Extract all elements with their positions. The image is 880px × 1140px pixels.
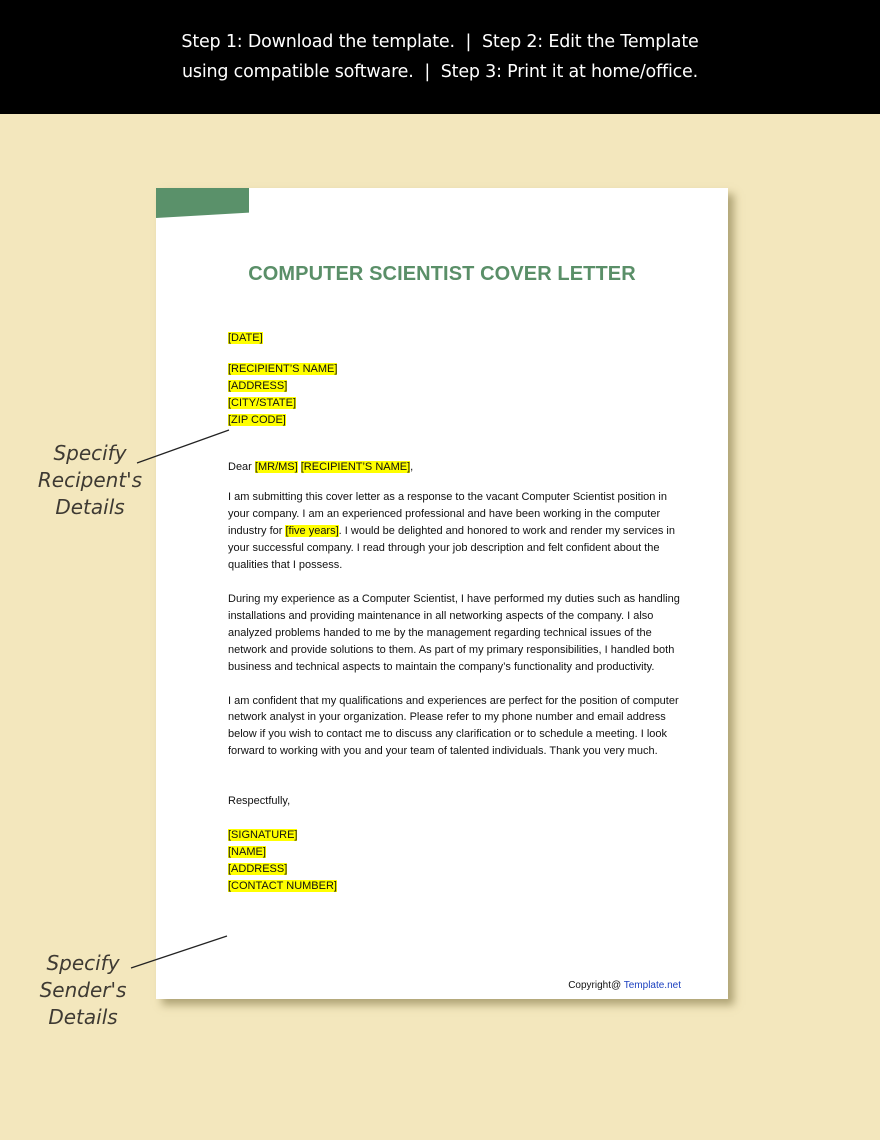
paragraph-1-text-b: . I would be delighted and honored to work and render my services in your successful company. I read through your job description and felt confident about the qualities that I possess. [228, 525, 675, 572]
contact-number-placeholder: [CONTACT NUMBER] [228, 879, 337, 892]
paragraph-2: During my experience as a Computer Scientist, I have performed my duties such as handling installations and providing maintenance in all networking aspects of the company. I also analyzed problems handed to me by the management regarding technical issues of the network and provide solutions to them. As part of my primary responsibilities, I handled both business and technical aspects to maintain the company’s functionality and productivity. [228, 592, 680, 673]
sender-name-placeholder: [NAME] [228, 845, 266, 858]
recipient-name-placeholder: [RECIPIENT’S NAME] [228, 362, 338, 375]
recipient-city-state-placeholder: [CITY/STATE] [228, 396, 297, 409]
salutation-prefix: Dear [228, 460, 255, 473]
annotation-line: Sender's [39, 978, 127, 1002]
salutation-title-placeholder: [MR/MS] [254, 460, 298, 473]
recipient-pointer-line [137, 430, 229, 463]
recipient-zip-placeholder: [ZIP CODE] [228, 413, 286, 426]
closing: Respectfully, [228, 795, 291, 808]
paragraph-1-text-a: I am submitting this cover letter as a response to the vacant Computer Scientist position in your company. I am an experienced professional and have been working in the computer industry for [228, 491, 667, 538]
banner-line-1: Step 1: Download the template. | Step 2: Edit the Template [181, 32, 699, 52]
annotation-line: Details [55, 495, 125, 519]
signature-placeholder: [SIGNATURE] [228, 829, 298, 842]
annotation-line: Recipent's [37, 468, 143, 492]
years-placeholder: [five years] [285, 525, 339, 538]
salutation-name-placeholder: [RECIPIENT’S NAME] [300, 460, 411, 473]
document-title: COMPUTER SCIENTIST COVER LETTER [248, 263, 636, 285]
annotation-line: Specify [53, 441, 127, 465]
copyright-label: Copyright@ [568, 980, 624, 991]
annotation-line: Specify [46, 951, 120, 975]
paragraph-3: I am confident that my qualifications and experiences are perfect for the position of computer network analyst in your organization. Please refer to my phone number and email address below if you wish to contact me to discuss any clarification or to schedule a meeting. I look forward to working with you and your team of talented individuals. Thank you very much. [228, 694, 679, 758]
sender-address-placeholder: [ADDRESS] [228, 862, 288, 875]
date-placeholder: [DATE] [228, 332, 263, 344]
annotation-line: Details [48, 1005, 118, 1029]
salutation-suffix: , [410, 460, 414, 473]
template-net-link[interactable]: Template.net [623, 980, 681, 991]
banner-line-2: using compatible software. | Step 3: Print it at home/office. [182, 62, 698, 82]
recipient-address-placeholder: [ADDRESS] [228, 379, 288, 392]
sender-pointer-line [131, 936, 227, 968]
